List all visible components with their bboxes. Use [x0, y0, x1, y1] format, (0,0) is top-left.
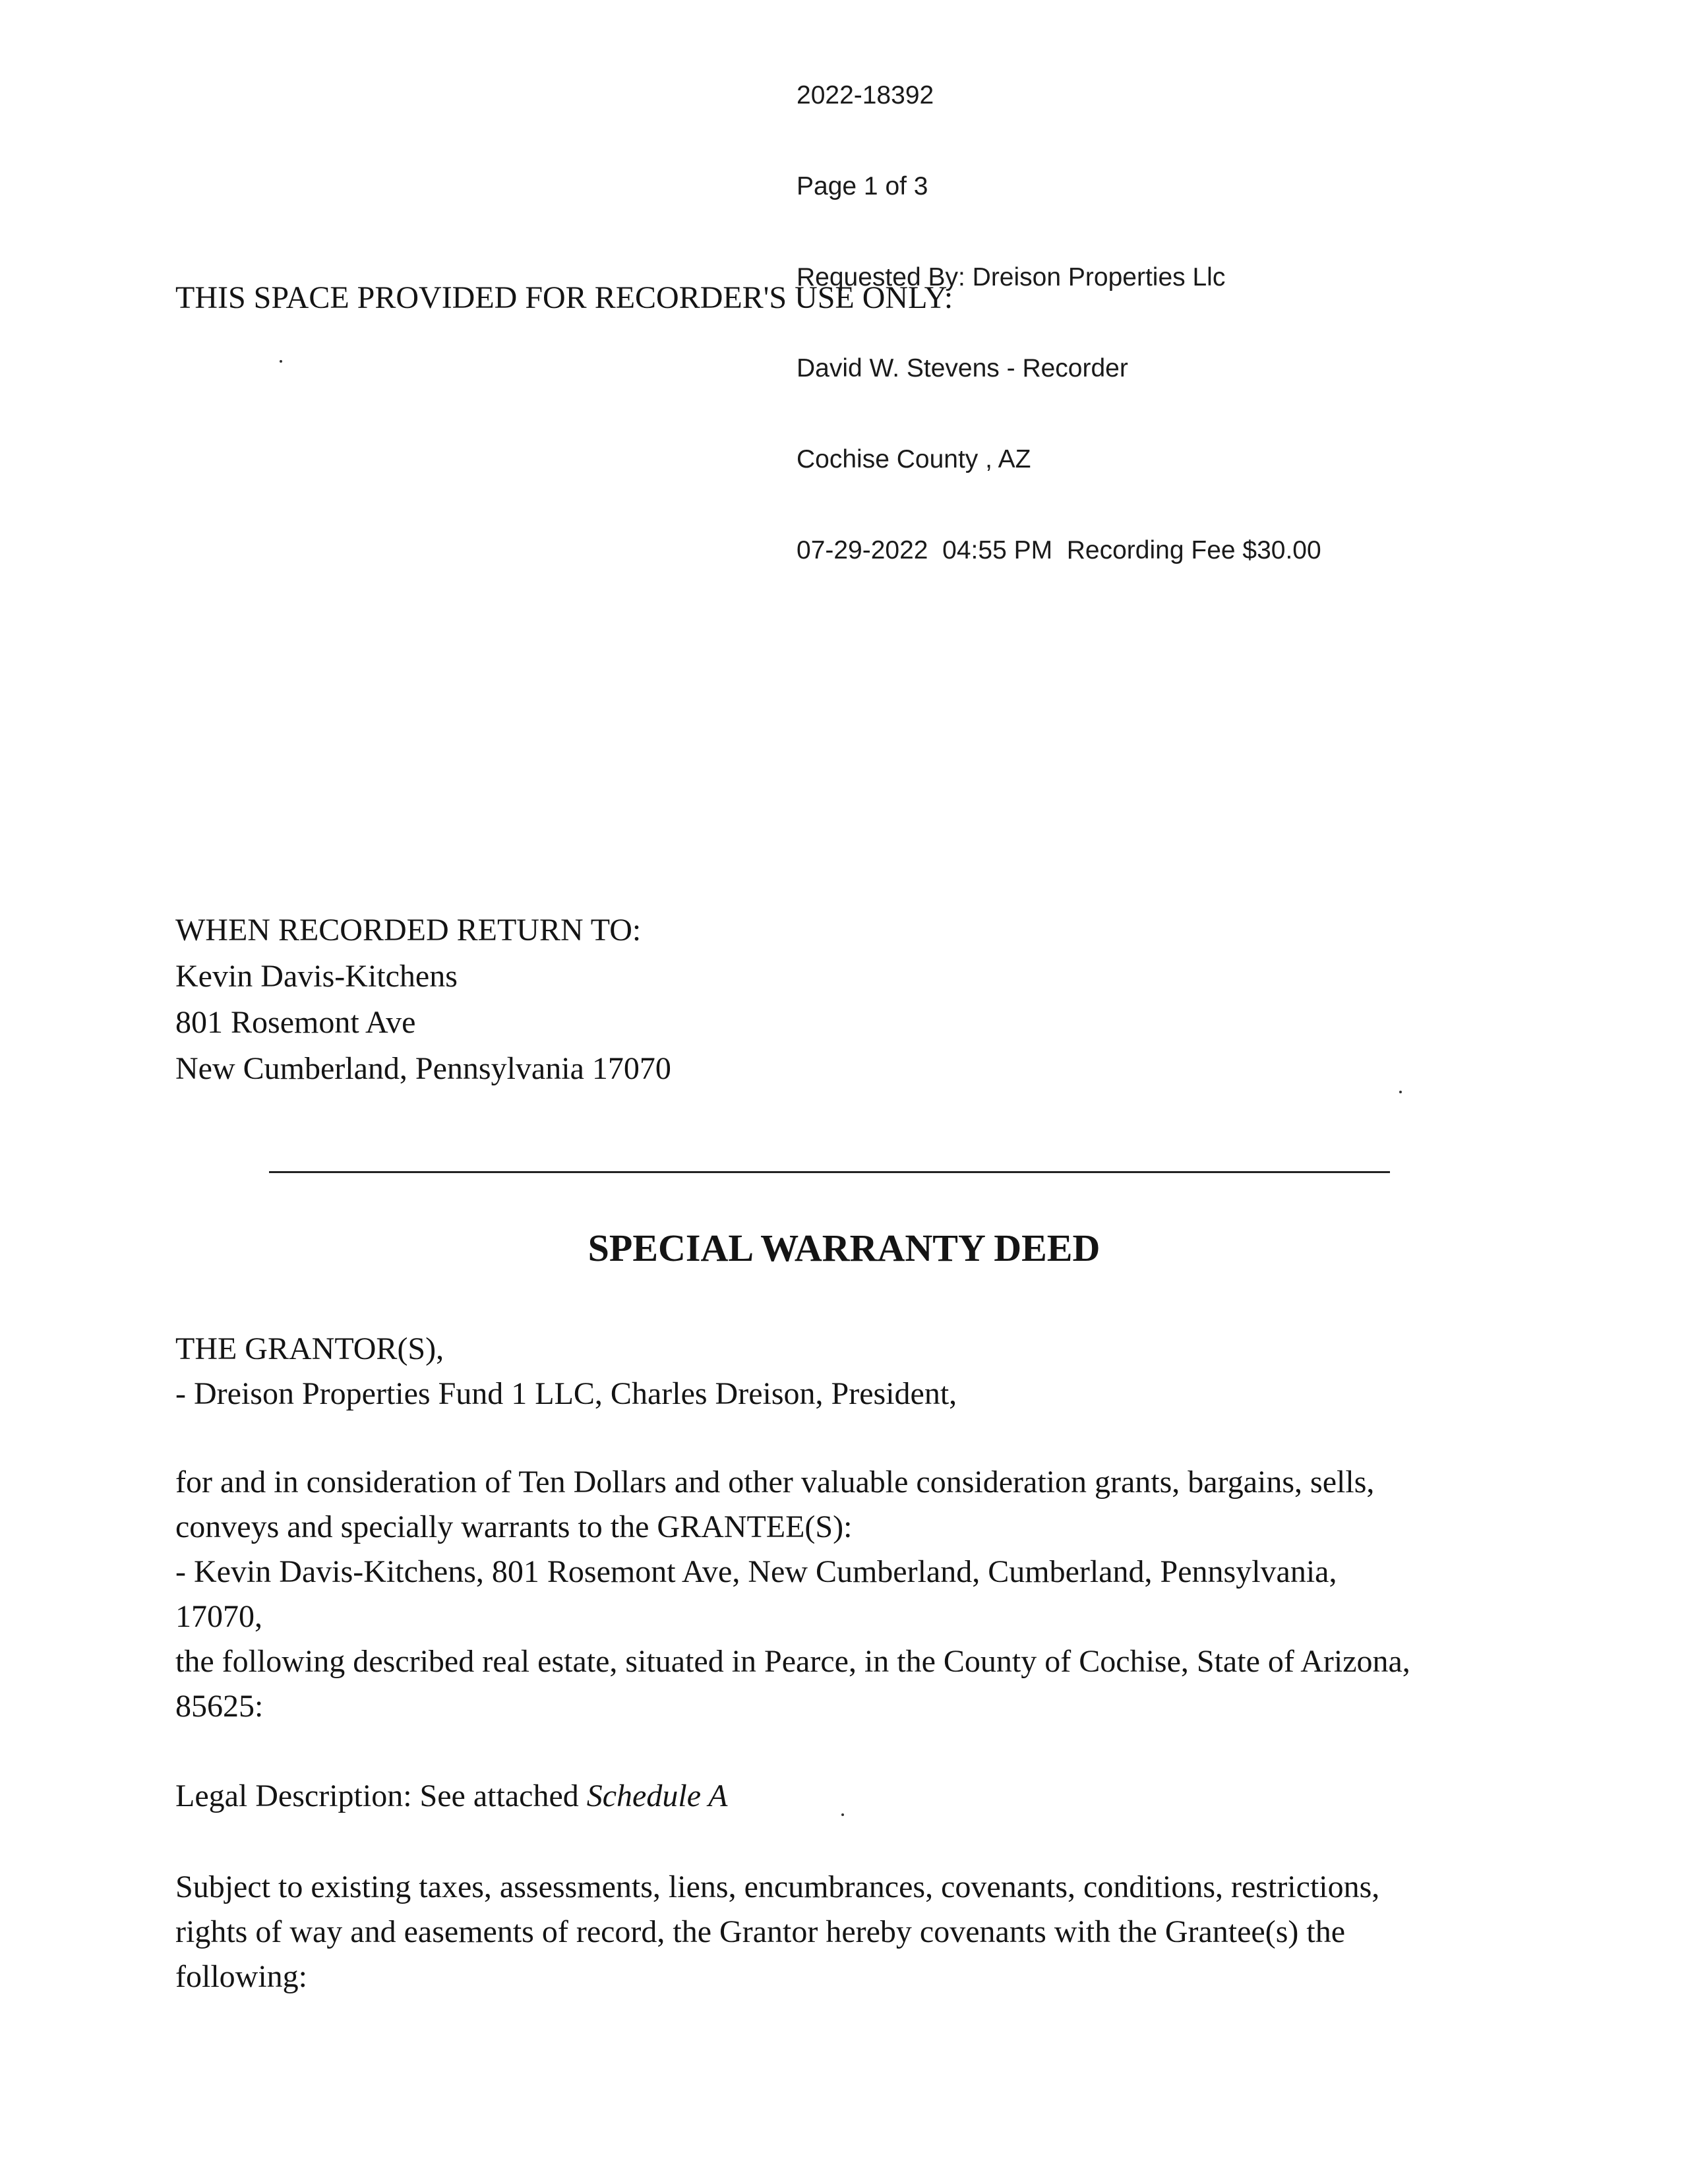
recorder-stamp	[797, 20, 1321, 626]
stray-mark	[841, 1813, 844, 1816]
page-count: Page 1 of 3	[797, 172, 928, 200]
subject-line: rights of way and easements of record, the Grantor hereby covenants with the Grantee(s) the	[175, 1914, 1346, 1949]
recorder-name: David W. Stevens - Recorder	[797, 354, 1128, 382]
consideration-line: for and in consideration of Ten Dollars and other valuable consideration grants, bargains, sells,	[175, 1465, 1375, 1500]
recorder-use-notice: THIS SPACE PROVIDED FOR RECORDER'S USE ONLY:	[175, 280, 953, 315]
legal-description	[175, 1774, 1494, 1819]
grantor-party: - Dreison Properties Fund 1 LLC, Charles Dreison, President,	[175, 1376, 957, 1411]
recording-datetime-fee: 07-29-2022 04:55 PM Recording Fee $30.00	[797, 536, 1321, 564]
county: Cochise County , AZ	[797, 445, 1031, 473]
stray-mark	[280, 360, 282, 363]
subject-line: Subject to existing taxes, assessments, liens, encumbrances, covenants, conditions, restrictions,	[175, 1869, 1380, 1904]
return-to-block	[175, 907, 671, 1092]
consideration-section	[175, 1460, 1494, 1729]
property-location: the following described real estate, situated in Pearce, in the County of Cochise, State of Arizona,	[175, 1644, 1410, 1679]
deed-title: SPECIAL WARRANTY DEED	[588, 1227, 1100, 1269]
stray-mark	[1399, 1091, 1402, 1093]
document-number: 2022-18392	[797, 81, 934, 109]
legal-description-prefix: Legal Description: See attached	[175, 1778, 587, 1813]
subject-to-section	[175, 1865, 1494, 1999]
grantee-party: - Kevin Davis-Kitchens, 801 Rosemont Ave, New Cumberland, Cumberland, Pennsylvania,	[175, 1554, 1337, 1589]
grantee-zip: 17070,	[175, 1599, 262, 1634]
property-zip: 85625:	[175, 1689, 264, 1724]
grantor-section	[175, 1327, 1494, 1416]
schedule-reference: Schedule A	[586, 1778, 728, 1813]
consideration-line: conveys and specially warrants to the GRANTEE(S):	[175, 1509, 853, 1544]
subject-line: following:	[175, 1959, 307, 1994]
legal-description-line	[175, 1774, 1494, 1819]
return-to-city: New Cumberland, Pennsylvania 17070	[175, 1051, 671, 1086]
grantor-heading: THE GRANTOR(S),	[175, 1331, 444, 1366]
return-to-name: Kevin Davis-Kitchens	[175, 959, 458, 994]
requested-by: Requested By: Dreison Properties Llc	[797, 263, 1226, 291]
divider-line	[269, 1171, 1390, 1173]
return-to-street: 801 Rosemont Ave	[175, 1005, 416, 1040]
return-to-heading: WHEN RECORDED RETURN TO:	[175, 913, 642, 948]
